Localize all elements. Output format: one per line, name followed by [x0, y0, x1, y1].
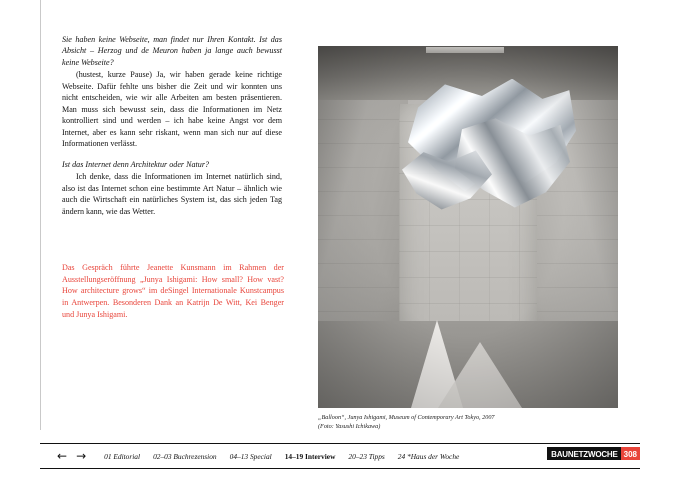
figure-caption-line-2: (Foto: Yasushi Ichikawa)	[318, 422, 381, 430]
article-credit: Das Gespräch führte Jeanette Kunsmann im Rahmen der Ausstellungseröffnung „Junya Ishigami: How small? How vast? How architecture grows“ im deSingel Internationale Kunstcampus in Antwerpen. Besonderen Dank an Katrijn De Witt, Kei Benger und Junya Ishigami.	[62, 263, 284, 319]
interview-text-column	[62, 34, 282, 217]
interview-answer-2: Ich denke, dass die Informationen im Internet natürlich sind, also ist das Internet schon eine bestimmte Art Natur – ähnlich wie auch die Wirtschaft ein natürliches System ist, das sich jeden Tag ändern kann, wie das Wetter.	[62, 172, 282, 216]
figure-block	[318, 46, 618, 408]
photo-vignette	[318, 46, 618, 408]
gutter-rule	[40, 0, 41, 430]
brand-issue-number: 308	[621, 447, 640, 460]
toc-item-special[interactable]: 04–13 Special	[229, 451, 272, 461]
balloon-installation-photo	[318, 46, 618, 408]
interview-question-1: Sie haben keine Webseite, man findet nur Ihren Kontakt. Ist das Absicht – Herzog und de Meuron haben ja lange auch bewusst keine Webseite?	[62, 35, 282, 67]
footer-toc	[104, 452, 459, 461]
brand-name: BAUNETZWOCHE	[547, 447, 620, 460]
toc-item-buchrezension[interactable]: 02–03 Buchrezension	[153, 451, 217, 461]
magazine-brand	[547, 447, 640, 460]
arrow-left-icon[interactable]: ←	[57, 449, 68, 463]
toc-item-editorial[interactable]: 01 Editorial	[104, 451, 141, 461]
footer-bar	[40, 444, 640, 468]
toc-item-interview[interactable]: 14–19 Interview	[284, 451, 336, 461]
arrow-right-icon[interactable]: →	[76, 449, 87, 463]
figure-caption	[318, 414, 628, 432]
footer-rule-bottom	[40, 468, 640, 469]
figure-caption-line-1: „Balloon“, Junya Ishigami, Museum of Contemporary Art Tokyo, 2007	[318, 414, 495, 421]
toc-item-tipps[interactable]: 20–23 Tipps	[348, 451, 385, 461]
page-nav-arrows[interactable]	[57, 450, 86, 462]
interview-answer-1: (hustest, kurze Pause) Ja, wir haben gerade keine richtige Webseite. Dafür fehlte uns bisher die Zeit und wir konnten uns nicht entscheiden, wie wir alle Arbeiten am besten präsentieren. Man muss sich bewusst sein, dass die Informationen im Netz kontrolliert sind und werden – ich habe keine Angst vor dem Internet, aber es kann sehr riskant, wenn man sich nur auf diese Informationen verlässt.	[62, 70, 282, 149]
toc-item-haus-der-woche[interactable]: 24 *Haus der Woche	[397, 451, 460, 461]
interview-question-2: Ist das Internet denn Architektur oder Natur?	[62, 159, 210, 169]
